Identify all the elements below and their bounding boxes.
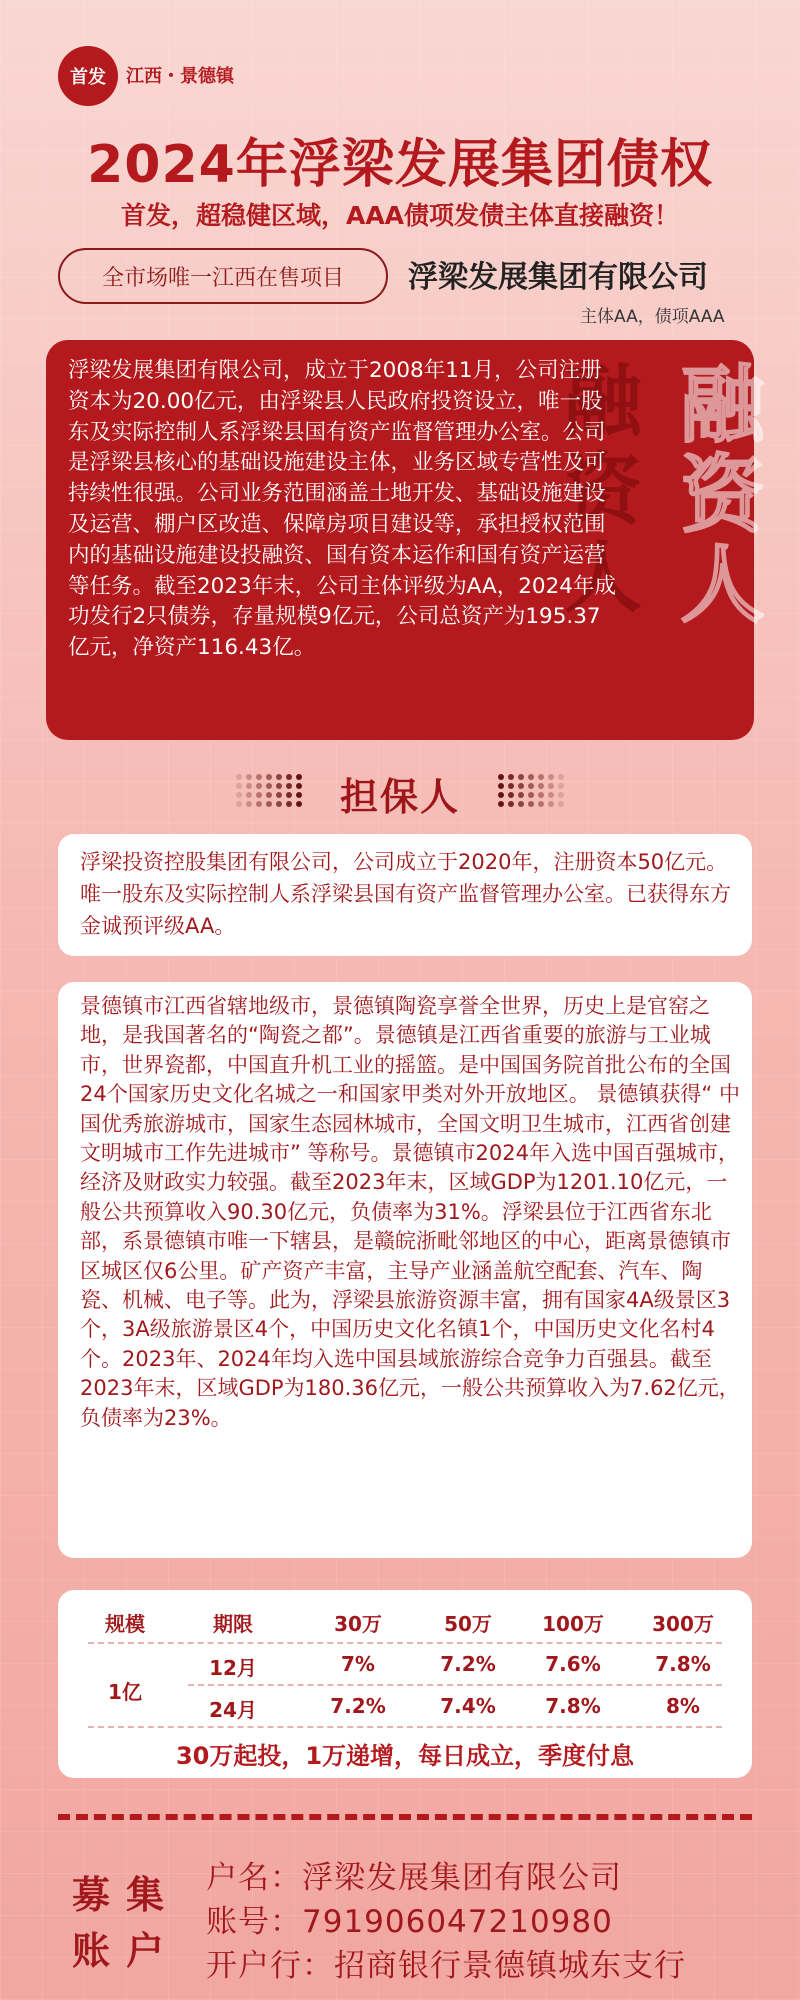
decorative-dot bbox=[548, 774, 554, 780]
table-row-24m-rate-500k: 7.4% bbox=[440, 1694, 496, 1718]
issuer-intro-text: 浮梁发展集团有限公司，成立于2008年11月，公司注册资本为20.00亿元，由浮梁县人民政府投资设立，唯一股东及实际控制人系浮梁县国有资产监督管理办公室。公司是浮梁县核心的基础设施建设主体，业务区域专营性及可持续性很强。公司业务范围涵盖土地开发、基础设施建设及运营、棚户区改造、保障房项目建设等，承担授权范围内的基础设施建设投融资、国有资本运作和国有资产运营等任务。截至2023年末，公司主体评级为AA，2024年成功发行2只债券，存量规模9亿元，公司总资产为195.37亿元，净资产116.43亿。 bbox=[68, 358, 616, 661]
table-header-500k: 50万 bbox=[444, 1612, 492, 1636]
table-divider bbox=[88, 1642, 722, 1644]
decorative-dot bbox=[538, 774, 544, 780]
page-title: 2024年浮梁发展集团债权 bbox=[87, 135, 713, 195]
account-label-bottom: 账户 bbox=[72, 1929, 181, 1973]
decorative-dot bbox=[548, 783, 554, 789]
decorative-dot bbox=[498, 792, 504, 798]
table-header-3m: 300万 bbox=[652, 1612, 714, 1636]
decorative-dot bbox=[548, 801, 554, 807]
rating-label: 主体AA，债项AAA bbox=[580, 307, 725, 327]
region-label: 江西・景德镇 bbox=[126, 66, 234, 87]
table-row-12m-rate-500k: 7.2% bbox=[440, 1652, 496, 1676]
table-scale-cell: 1亿 bbox=[108, 1680, 142, 1704]
table-header-300k: 30万 bbox=[334, 1612, 382, 1636]
decorative-dot bbox=[518, 801, 524, 807]
decorative-dot bbox=[558, 774, 564, 780]
table-row-12m-rate-300k: 7% bbox=[341, 1652, 375, 1676]
decorative-dot bbox=[528, 792, 534, 798]
decorative-dot bbox=[498, 774, 504, 780]
decorative-dot bbox=[508, 774, 514, 780]
account-number-line: 账号：791906047210980 bbox=[206, 1904, 613, 1940]
account-name-line: 户名：浮梁发展集团有限公司 bbox=[206, 1860, 622, 1896]
decorative-dot bbox=[508, 783, 514, 789]
watermark-outline: 融资人 bbox=[667, 360, 766, 630]
table-row-12m-term: 12月 bbox=[209, 1656, 257, 1680]
decorative-dot bbox=[558, 783, 564, 789]
table-row-12m-rate-3m: 7.8% bbox=[655, 1652, 711, 1676]
dashed-separator bbox=[58, 1814, 752, 1820]
table-header-term: 期限 bbox=[213, 1612, 253, 1636]
decorative-dot bbox=[528, 801, 534, 807]
region-text: 景德镇市江西省辖地级市，景德镇陶瓷享誉全世界，历史上是官窑之地，是我国著名的“陶瓷之都”。景德镇是江西省重要的旅游与工业城市，世界瓷都，中国直升机工业的摇篮。是中国国务院首批公布的全国24个国家历史文化名城之一和国家甲类对外开放地区。 景德镇获得“ 中国优秀旅游城市，国家生态园林城市，全国文明卫生城市，江西省创建文明城市工作先进城市” 等称号。景德镇市2024年入选中国百强城市，经济及财政实力较强。截至2023年末，区域GDP为1201.10亿元，一般公共预算收入90.30亿元，负债率为31%。浮梁县位于江西省东北部，系景德镇市唯一下辖县，是赣皖浙毗邻地区的中心，距离景德镇市区城区仅6公里。矿产资产丰富，主导产业涵盖航空配套、汽车、陶瓷、机械、电子等。此为，浮梁县旅游资源丰富，拥有国家4A级景区3个，3A级旅游景区4个，中国历史文化名镇1个，中国历史文化名村4个。2023年、2024年均入选中国县域旅游综合竞争力百强县。截至2023年末，区域GDP为180.36亿元，一般公共预算收入为7.62亿元，负债率为23%。 bbox=[80, 994, 740, 1430]
table-row-24m-rate-300k: 7.2% bbox=[330, 1694, 386, 1718]
decorative-dot bbox=[538, 801, 544, 807]
badge-label: 首发 bbox=[70, 67, 106, 88]
decorative-dot bbox=[518, 774, 524, 780]
pill-label: 全市场唯一江西在售项目 bbox=[101, 265, 344, 291]
table-divider bbox=[88, 1726, 722, 1728]
guarantor-section-title: 担保人 bbox=[339, 775, 460, 819]
decorative-dot bbox=[498, 801, 504, 807]
account-label-top: 募集 bbox=[72, 1873, 181, 1917]
decorative-dot bbox=[528, 774, 534, 780]
page-subtitle: 首发，超稳健区域，AAA债项发债主体直接融资！ bbox=[120, 201, 680, 230]
investment-terms-note: 30万起投，1万递增，每日成立，季度付息 bbox=[175, 1742, 635, 1770]
table-header-scale: 规模 bbox=[105, 1612, 145, 1636]
issuer-company-name: 浮梁发展集团有限公司 bbox=[408, 260, 708, 295]
decorative-dot bbox=[518, 792, 524, 798]
decorative-dot bbox=[558, 792, 564, 798]
decorative-dots-right bbox=[498, 774, 568, 808]
decorative-dot bbox=[518, 783, 524, 789]
table-divider bbox=[188, 1684, 722, 1686]
decorative-dot bbox=[508, 801, 514, 807]
decorative-dot bbox=[538, 783, 544, 789]
table-row-12m-rate-1m: 7.6% bbox=[545, 1652, 601, 1676]
exclusive-project-pill bbox=[58, 248, 388, 304]
decorative-dot bbox=[548, 792, 554, 798]
table-header-1m: 100万 bbox=[542, 1612, 604, 1636]
region-card bbox=[58, 982, 752, 1558]
first-release-badge bbox=[58, 46, 118, 106]
table-row-24m-rate-1m: 7.8% bbox=[545, 1694, 601, 1718]
decorative-dot bbox=[538, 792, 544, 798]
watermark-shadow: 融资人 bbox=[551, 360, 642, 624]
guarantor-text: 浮梁投资控股集团有限公司，公司成立于2020年，注册资本50亿元。唯一股东及实际控制人系浮梁县国有资产监督管理办公室。已获得东方金诚预评级AA。 bbox=[80, 850, 731, 938]
decorative-dot bbox=[508, 792, 514, 798]
decorative-dot bbox=[498, 783, 504, 789]
rate-table-card bbox=[58, 1590, 752, 1778]
table-row-24m-rate-3m: 8% bbox=[666, 1694, 700, 1718]
account-bank-line: 开户行：招商银行景德镇城东支行 bbox=[206, 1948, 686, 1984]
table-row-24m-term: 24月 bbox=[209, 1698, 257, 1722]
issuer-intro-card bbox=[46, 340, 766, 740]
decorative-dot bbox=[528, 783, 534, 789]
decorative-dot bbox=[558, 801, 564, 807]
guarantor-card bbox=[58, 834, 752, 956]
